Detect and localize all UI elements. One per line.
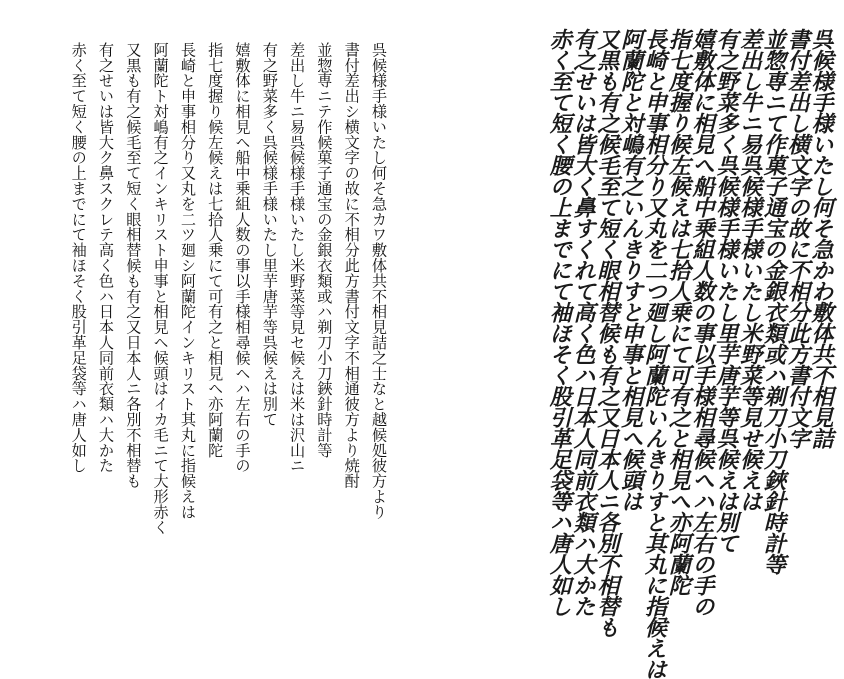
transcription-line: 差出し牛ニ易呉候様手様いたし米野菜等見セ候えは米は沢山ニ [288,42,307,474]
manuscript-line: 長崎と申事相分り又丸を二つ廻し阿蘭陀いんきりすと其丸に指候えは [641,28,668,679]
manuscript-line: 指七度握り候左候えは七拾人乗にて可有之と相見へ亦阿蘭陀 [665,28,692,595]
manuscript-scan [440,28,834,679]
manuscript-line: 差出し牛ニ易呉候様手様いたし米野菜等見せ候えは [736,28,763,511]
manuscript-line: 嬉敷体に相見へ船中乗組人数の事以手様相尋候へハ左右の手の [689,28,716,616]
transcription-line: 嬉敷体に相見ヘ船中乗組人数の事以手様相尋候ヘハ左右の手の [233,42,252,474]
manuscript-line: 赤く至て短く腰の上までにて袖ほそく股引革足袋等ハ唐人如し [546,28,573,616]
manuscript-line: 阿蘭陀と対嶋有之いんきりすと申事と相見へ候頭は [617,28,644,511]
manuscript-line: 呉候様手様いたし何そ急かわ敷体共不相見詰 [808,28,834,448]
transcription-line: 有之せいは皆大ク鼻スクレテ高く色ハ日本人同前衣類ハ大かた [97,42,116,474]
manuscript-line: 有之野菜多く呉候様手様いたし里芋唐芋等呉候えは別て [712,28,739,553]
transcription-line: 赤く至て短く腰の上までにて袖ほそく股引革足袋等ハ唐人如し [69,42,88,474]
transcription-line: 又黒も有之候毛至て短く眼相替候も有之又日本人ニ各別不相替も [124,42,143,489]
manuscript-line: 有之せいは皆大く鼻すくれて高く色ハ日本人同前衣類ハ大かた [570,28,597,616]
transcription-line: 並惣専ニテ作候菓子通宝の金銀衣類或ハ剃刀小刀鋏針時計等 [315,42,334,458]
transcription-line: 有之野菜多く呉候様手様いたし里芋唐芋等呉候えは別て [260,42,279,427]
transcription-line: 指七度握り候左候えは七拾人乗にて可有之と相見ヘ亦阿蘭陀 [206,42,225,458]
transcription-line: 書付差出シ横文字の故に不相分此方書付文字不相通彼方より焼酎 [342,42,361,489]
transcription-line: 長崎と申事相分り又丸を二ツ廻シ阿蘭陀インキリスト其丸に指候えは [178,42,197,520]
manuscript-line: 書付差出し横文字の故に不相分此方書付文字 [784,28,811,448]
transcription-text [46,42,392,582]
manuscript-line: 又黒も有之候毛至て短く眼相替候も有之又日本人ニ各別不相替も [593,28,620,637]
manuscript-line: 並惣専ニて作菓子通宝の金銀衣類或ハ剃刀小刀鋏針時計等 [760,28,787,574]
transcription-line: 呉候様手様いたし何そ急カワ敷体共不相見詰之士なと越候処彼方より [370,42,388,520]
transcription-line: 阿蘭陀ト対嶋有之インキリスト申事と相見ヘ候頭はイカ毛ニて大形赤く [151,42,170,535]
